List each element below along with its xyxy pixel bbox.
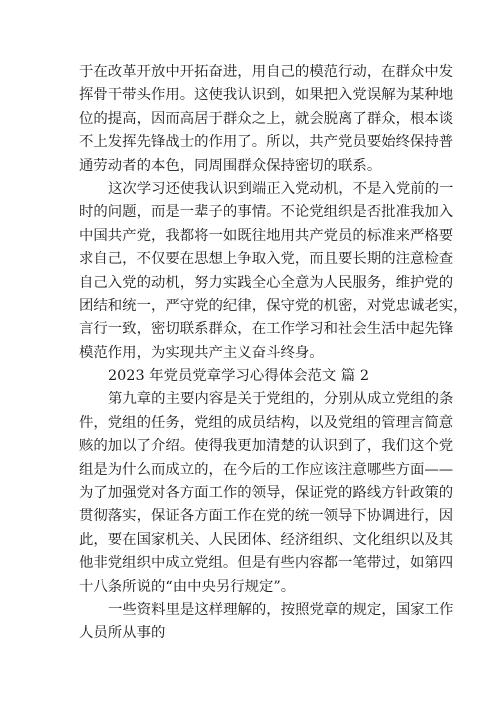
paragraph-3-line: 他非党组织中成立党组。但是有些内容都一笔带过，如第四 <box>79 555 454 572</box>
paragraph-2-line: 中国共产党，我都将一如既往地用共产党员的标准来严格要 <box>79 227 454 244</box>
paragraph-3-line: 赅的加以了介绍。使得我更加清楚的认识到了，我们这个党 <box>79 438 454 455</box>
paragraph-2-line: 自己入党的动机，努力实践全心全意为人民服务，维护党的 <box>79 274 454 291</box>
paragraph-3-line: 第九章的主要内容是关于党组的，分别从成立党组的条 <box>108 391 454 408</box>
document-body <box>79 61 468 646</box>
paragraph-4-line: 人员所从事的 <box>79 625 166 642</box>
paragraph-2-line: 模范作用，为实现共产主义奋斗终身。 <box>79 344 324 361</box>
paragraph-1-line: 位的提高，因而高居于群众之上，就会脱离了群众，根本谈 <box>79 110 454 127</box>
paragraph-3-line: 为了加强党对各方面工作的领导，保证党的路线方针政策的 <box>79 485 454 502</box>
paragraph-1-line: 挥骨干带头作用。这使我认识到，如果把入党误解为某种地 <box>79 87 454 104</box>
paragraph-1-line: 于在改革开放中开拓奋进，用自己的模范行动，在群众中发 <box>79 64 454 80</box>
paragraph-1-line: 通劳动者的本色，同周围群众保持密切的联系。 <box>79 157 382 174</box>
paragraph-2-line: 言行一致，密切联系群众，在工作学习和社会生活中起先锋 <box>79 321 454 338</box>
paragraph-4-line: 一些资料里是这样理解的，按照党章的规定，国家工作 <box>108 601 454 618</box>
paragraph-2-line: 团结和统一，严守党的纪律，保守党的机密，对党忠诚老实， <box>79 297 468 314</box>
paragraph-3-line: 贯彻落实，保证各方面工作在党的统一领导下协调进行，因 <box>79 508 454 525</box>
paragraph-3-line: 十八条所说的“由中央另行规定”。 <box>79 578 296 595</box>
paragraph-3-line: 此，要在国家机关、人民团体、经济组织、文化组织以及其 <box>79 531 454 548</box>
paragraph-1-line: 不上发挥先锋战士的作用了。所以，共产党员要始终保持普 <box>79 134 454 151</box>
paragraph-3-line: 件，党组的任务，党组的成员结构，以及党组的管理言简意 <box>79 414 454 431</box>
paragraph-2-line: 时的问题，而是一辈子的事情。不论党组织是否批准我加入 <box>79 204 454 221</box>
section-heading: 2023 年党员党章学习心得体会范文 篇 2 <box>108 368 369 385</box>
paragraph-2-line: 这次学习还使我认识到端正入党动机，不是入党前的一 <box>108 180 454 197</box>
paragraph-3-line: 组是为什么而成立的，在今后的工作应该注意哪些方面—— <box>79 461 454 478</box>
paragraph-2-line: 求自己，不仅要在思想上争取入党，而且要长期的注意检查 <box>79 251 454 268</box>
